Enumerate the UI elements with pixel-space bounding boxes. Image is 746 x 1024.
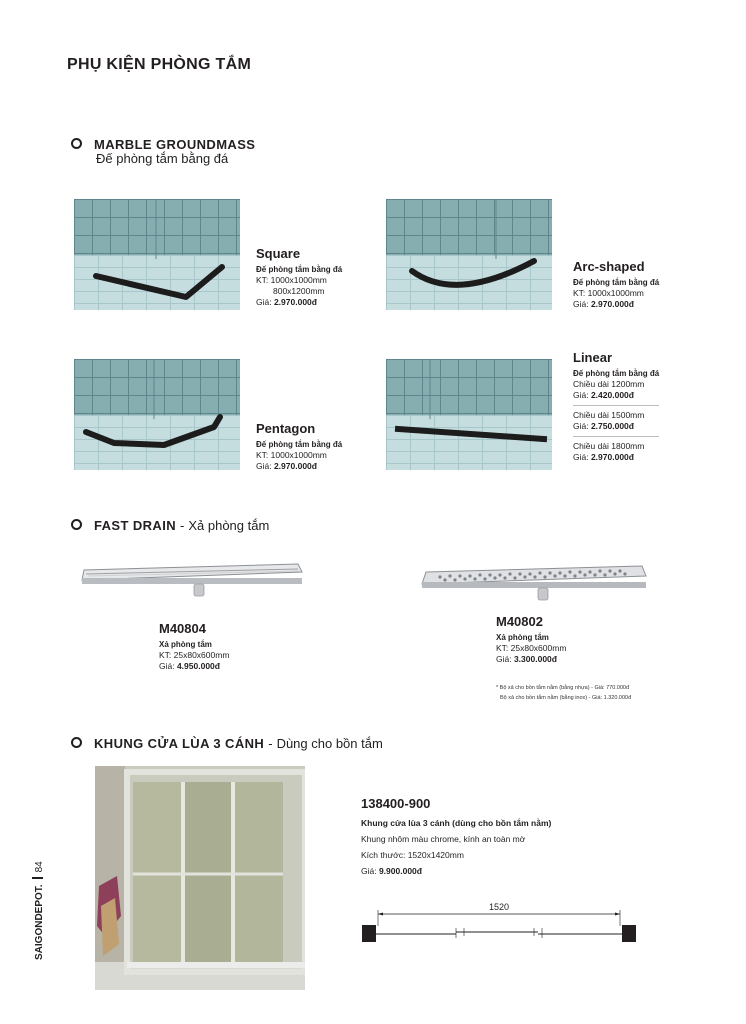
- product-size: KT: 1000x1000mm: [256, 450, 327, 460]
- section-subtitle: Xả phòng tắm: [188, 518, 270, 533]
- section-subtitle: Dùng cho bồn tắm: [276, 736, 383, 751]
- divider: [573, 436, 659, 437]
- drain-m40802-photo: [418, 560, 648, 604]
- product-name: Square: [256, 246, 301, 261]
- door-dimension-diagram: [358, 898, 640, 946]
- product-desc: Đế phòng tắm bằng đá: [573, 369, 660, 378]
- section-title: KHUNG CỬA LÙA 3 CÁNH: [94, 736, 265, 751]
- product-size: KT: 25x80x600mm: [496, 643, 567, 653]
- product-price: Giá: 9.900.000đ: [361, 866, 422, 876]
- divider: [573, 405, 659, 406]
- product-desc: Xả phòng tắm: [496, 633, 549, 642]
- section-subtitle: Đế phòng tắm bằng đá: [96, 151, 229, 166]
- footnote: [496, 683, 631, 703]
- section-separator: -: [268, 736, 273, 751]
- product-price: Giá: 3.300.000đ: [496, 654, 557, 664]
- arc-base-photo: [386, 199, 552, 310]
- variant-length: Chiều dài 1500mm: [573, 410, 645, 420]
- side-brand-tag: [32, 861, 45, 960]
- product-name: M40804: [159, 621, 206, 636]
- product-price: Giá: 4.950.000đ: [159, 661, 220, 671]
- dimension-label: 1520: [488, 902, 510, 912]
- product-price: Giá: 2.970.000đ: [573, 299, 634, 309]
- product-name: M40802: [496, 614, 543, 629]
- variant-price: Giá: 2.420.000đ: [573, 390, 634, 400]
- product-size: KT: 25x80x600mm: [159, 650, 230, 660]
- product-size: KT: 1000x1000mm: [573, 288, 644, 298]
- brand-name: SAIGONDEPOT.: [34, 884, 45, 960]
- pentagon-base-photo: [74, 359, 240, 470]
- section-title: MARBLE GROUNDMASS: [94, 137, 256, 152]
- drain-m40804-photo: [78, 556, 304, 600]
- product-square: [256, 245, 342, 308]
- page-number: 84: [34, 861, 45, 873]
- sliding-door-photo: [95, 766, 305, 990]
- circle-bullet-icon: [71, 737, 82, 748]
- product-name: Pentagon: [256, 421, 316, 436]
- product-desc: Đế phòng tắm bằng đá: [256, 265, 343, 274]
- variant-length: Chiều dài 1800mm: [573, 441, 645, 451]
- product-m40804: [159, 620, 229, 672]
- footnote-line: Bộ xả cho bồn tắm nằm (bằng inox) - Giá: 1.320.000đ: [500, 695, 632, 701]
- door-info: [361, 795, 551, 879]
- product-desc: Xả phòng tắm: [159, 640, 212, 649]
- product-size: KT: 1000x1000mm: [256, 275, 327, 285]
- section-drain-header: [71, 518, 269, 533]
- circle-bullet-icon: [71, 138, 82, 149]
- product-material: Khung nhôm màu chrome, kính an toàn mờ: [361, 834, 526, 844]
- product-pentagon: [256, 420, 342, 472]
- variant-price: Giá: 2.750.000đ: [573, 421, 634, 431]
- section-title: FAST DRAIN: [94, 518, 176, 533]
- product-desc: Khung cửa lùa 3 cánh (dùng cho bồn tắm nằm): [361, 818, 552, 828]
- product-name: Linear: [573, 350, 613, 365]
- variant-length: Chiều dài 1200mm: [573, 379, 645, 389]
- product-name: Arc-shaped: [573, 259, 645, 274]
- section-separator: -: [180, 518, 185, 533]
- product-linear: [573, 349, 659, 463]
- product-desc: Đế phòng tắm bằng đá: [256, 440, 343, 449]
- product-m40802: [496, 613, 566, 665]
- variant-price: Giá: 2.970.000đ: [573, 452, 634, 462]
- product-code: 138400-900: [361, 796, 431, 811]
- section-door-header: [71, 736, 383, 751]
- product-desc: Đế phòng tắm bằng đá: [573, 278, 660, 287]
- square-base-photo: [74, 199, 240, 310]
- page-title: PHỤ KIỆN PHÒNG TẮM: [67, 56, 252, 73]
- product-arc: [573, 258, 659, 310]
- separator-bar: [32, 877, 43, 879]
- product-size: Kích thước: 1520x1420mm: [361, 850, 464, 860]
- circle-bullet-icon: [71, 519, 82, 530]
- product-price: Giá: 2.970.000đ: [256, 297, 317, 307]
- product-price: Giá: 2.970.000đ: [256, 461, 317, 471]
- product-size-alt: 800x1200mm: [273, 286, 325, 296]
- section-marble-header: [71, 137, 255, 152]
- linear-base-photo: [386, 359, 552, 470]
- footnote-line: * Bộ xả cho bồn tắm nằm (bằng nhựa) - Giá: 770.000đ: [496, 685, 630, 691]
